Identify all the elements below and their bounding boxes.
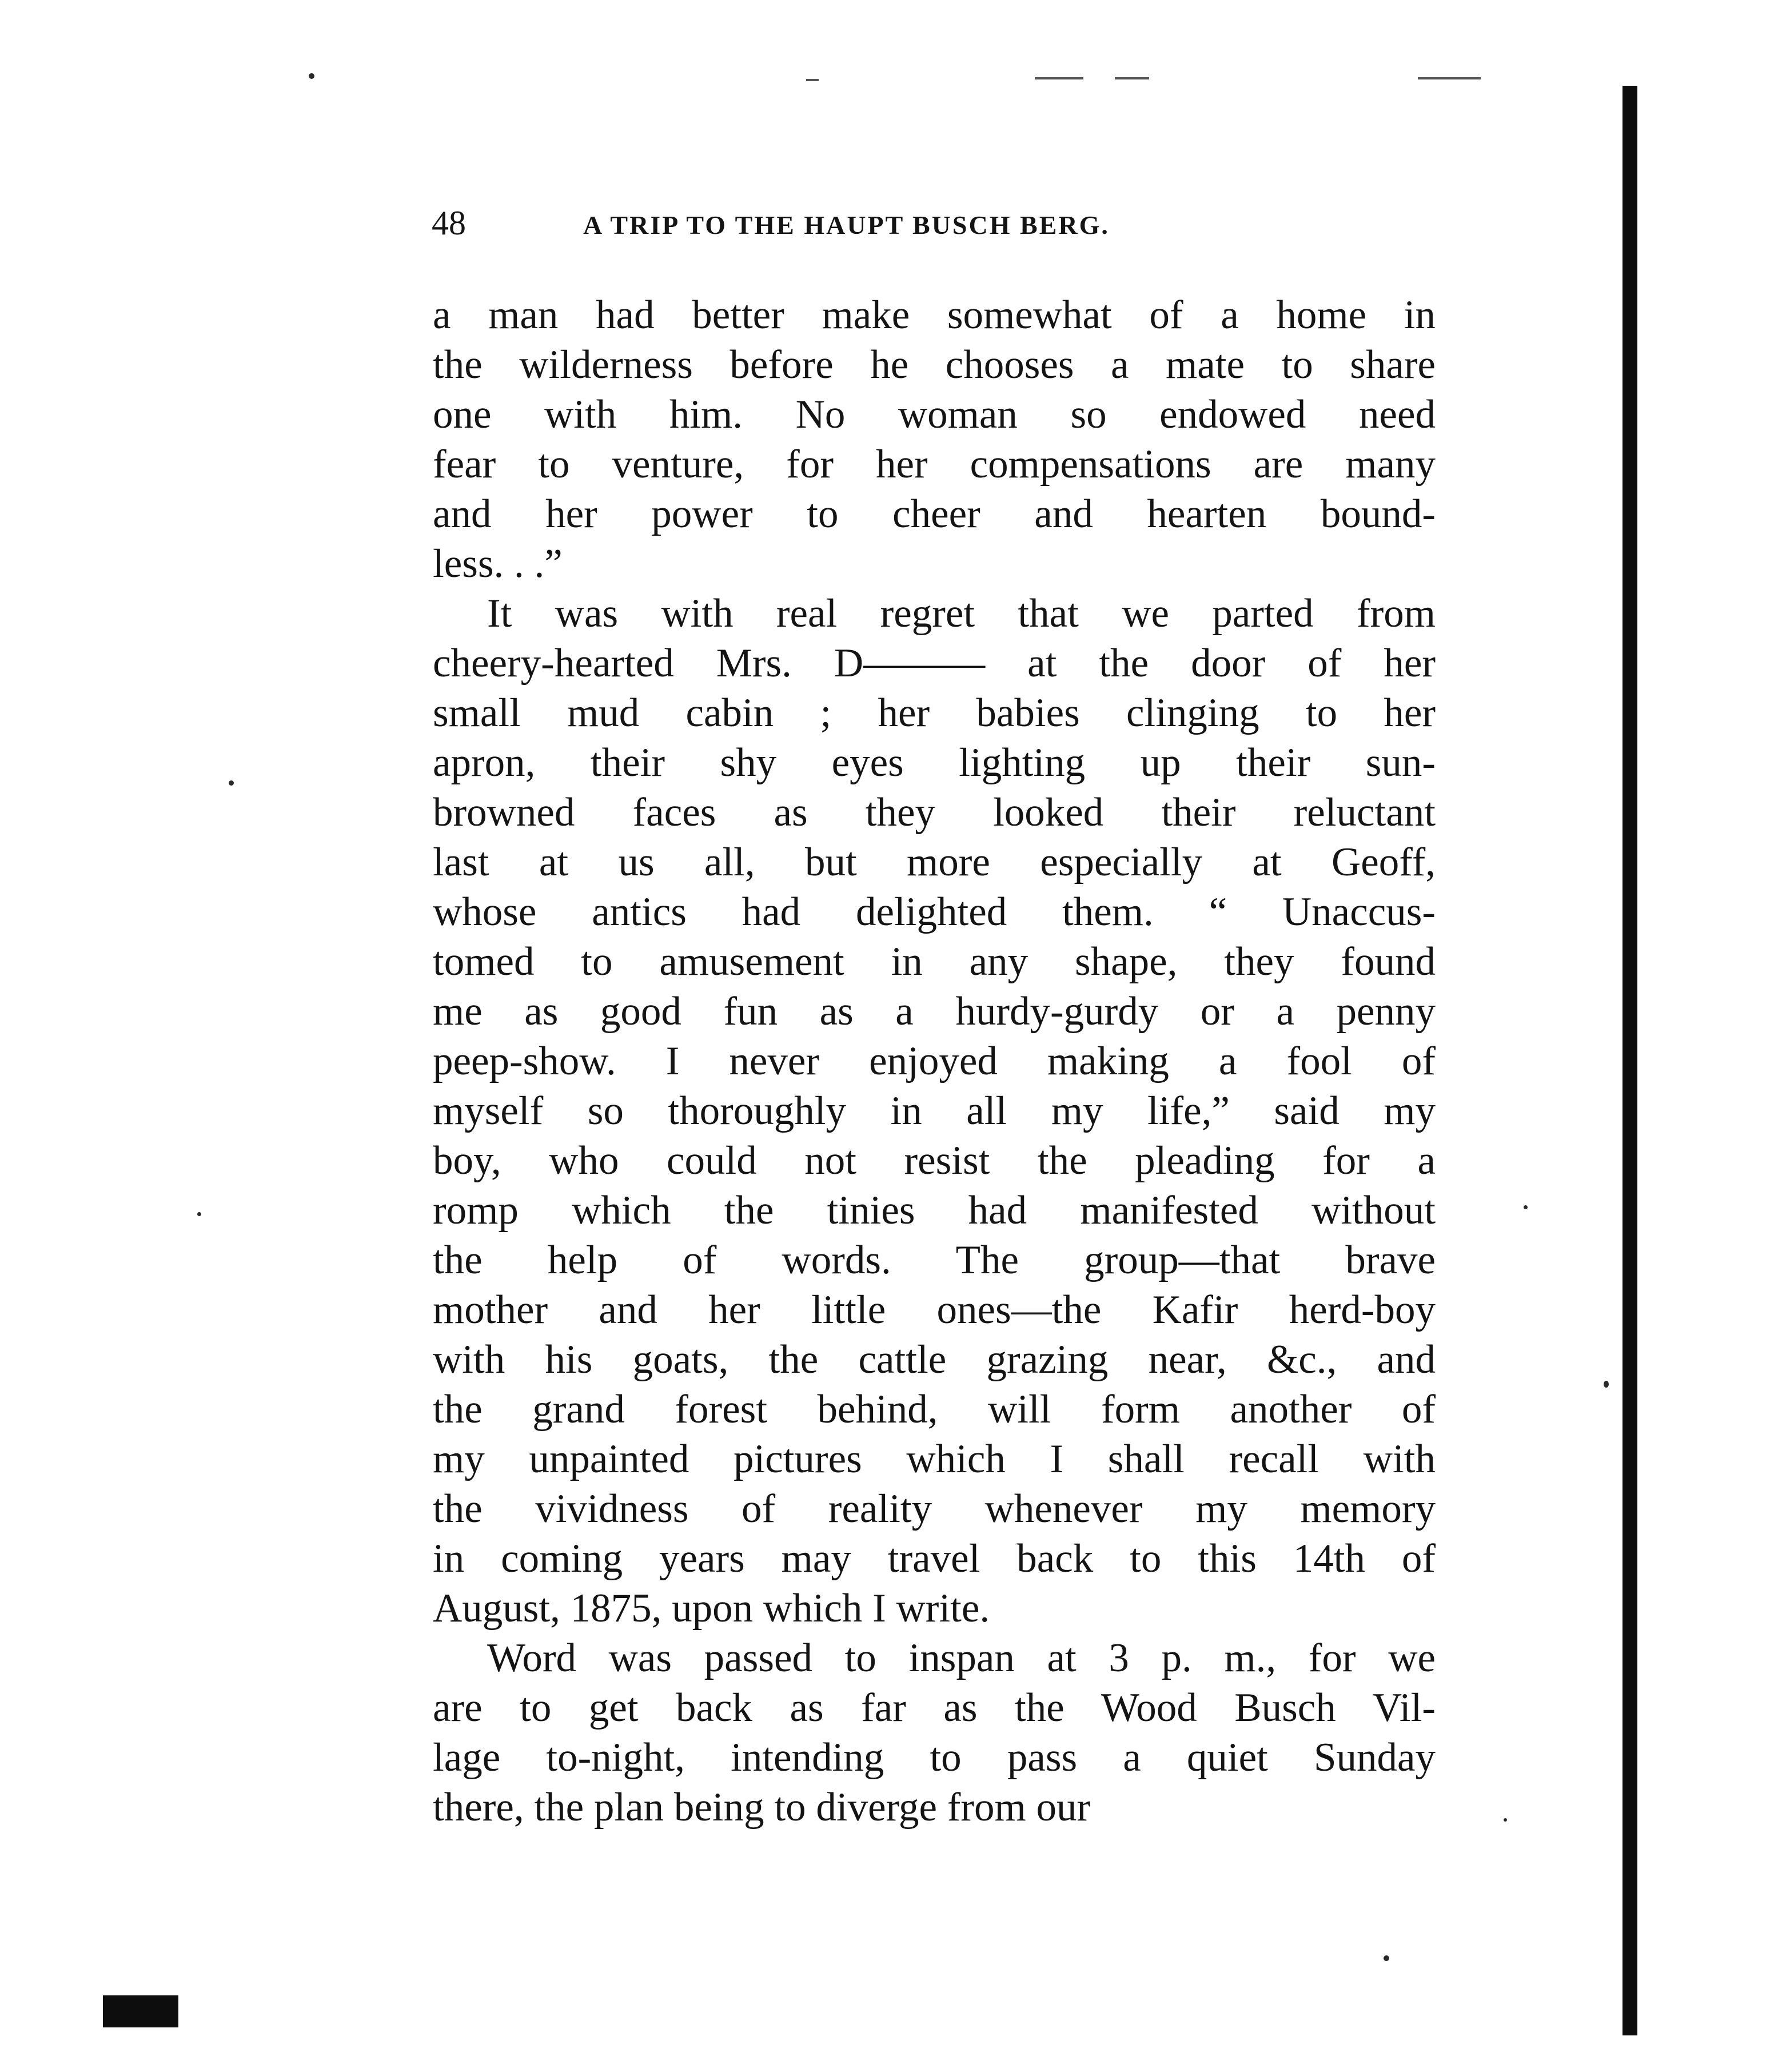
scan-dash bbox=[1115, 77, 1149, 79]
text-line: apron, their shy eyes lighting up their sun- bbox=[433, 740, 1436, 785]
text-line: Word was passed to inspan at 3 p. m., for we bbox=[487, 1636, 1436, 1680]
running-title: A TRIP TO THE HAUPT BUSCH BERG. bbox=[583, 210, 1110, 240]
text-line: boy, who could not resist the pleading for a bbox=[433, 1138, 1436, 1183]
scan-speck bbox=[1384, 1955, 1389, 1961]
page-number: 48 bbox=[432, 204, 466, 242]
text-line: me as good fun as a hurdy-gurdy or a penny bbox=[433, 989, 1436, 1034]
page-edge-shadow bbox=[1622, 86, 1637, 2035]
text-line: the grand forest behind, will form another of bbox=[433, 1387, 1436, 1432]
corner-ink-mark bbox=[103, 1995, 178, 2027]
text-line: my unpainted pictures which I shall recall with bbox=[433, 1437, 1436, 1481]
text-line: cheery-hearted Mrs. D——— at the door of her bbox=[433, 641, 1436, 686]
paragraph bbox=[433, 589, 1436, 1633]
text-line: in coming years may travel back to this 14th of bbox=[433, 1536, 1436, 1581]
text-line: the help of words. The group—that brave bbox=[433, 1238, 1436, 1282]
text-line: August, 1875, upon which I write. bbox=[433, 1586, 990, 1631]
text-line: the vividness of reality whenever my memory bbox=[433, 1487, 1436, 1531]
text-line: mother and her little ones—the Kafir herd-boy bbox=[433, 1288, 1436, 1332]
text-line: there, the plan being to diverge from our bbox=[433, 1785, 1091, 1830]
text-line: a man had better make somewhat of a home in bbox=[433, 293, 1436, 337]
paragraph bbox=[433, 290, 1436, 589]
body-text bbox=[433, 290, 1436, 1832]
text-line: fear to venture, for her compensations are many bbox=[433, 442, 1436, 487]
scan-speck bbox=[1504, 1818, 1507, 1822]
text-line: lage to-night, intending to pass a quiet Sunday bbox=[433, 1735, 1436, 1780]
scan-dash bbox=[806, 79, 819, 81]
text-line: one with him. No woman so endowed need bbox=[433, 392, 1436, 437]
text-line: tomed to amusement in any shape, they found bbox=[433, 939, 1436, 984]
text-line: small mud cabin ; her babies clinging to her bbox=[433, 691, 1436, 735]
text-line: peep-show. I never enjoyed making a fool of bbox=[433, 1039, 1436, 1083]
text-line: last at us all, but more especially at Geoff, bbox=[433, 840, 1436, 884]
text-line: romp which the tinies had manifested without bbox=[433, 1188, 1436, 1233]
text-line: the wilderness before he chooses a mate to share bbox=[433, 342, 1436, 387]
scan-speck bbox=[197, 1212, 201, 1216]
text-line: browned faces as they looked their reluctant bbox=[433, 790, 1436, 835]
text-line: and her power to cheer and hearten bound- bbox=[433, 492, 1436, 536]
text-line: with his goats, the cattle grazing near, &c., and bbox=[433, 1337, 1436, 1382]
scan-speck bbox=[1604, 1381, 1609, 1388]
running-header bbox=[432, 197, 1306, 249]
scan-dash bbox=[1035, 77, 1083, 79]
paragraph bbox=[433, 1633, 1436, 1832]
scan-speck bbox=[309, 73, 314, 79]
text-line: myself so thoroughly in all my life,” said my bbox=[433, 1089, 1436, 1133]
scan-dash bbox=[1418, 77, 1481, 79]
text-line: It was with real regret that we parted from bbox=[487, 591, 1436, 636]
scan-speck bbox=[229, 780, 234, 786]
scan-speck bbox=[1524, 1205, 1528, 1209]
text-line: are to get back as far as the Wood Busch Vil- bbox=[433, 1686, 1436, 1730]
text-line: whose antics had delighted them. “ Unaccus- bbox=[433, 890, 1436, 934]
text-line: less. . .” bbox=[433, 541, 563, 586]
